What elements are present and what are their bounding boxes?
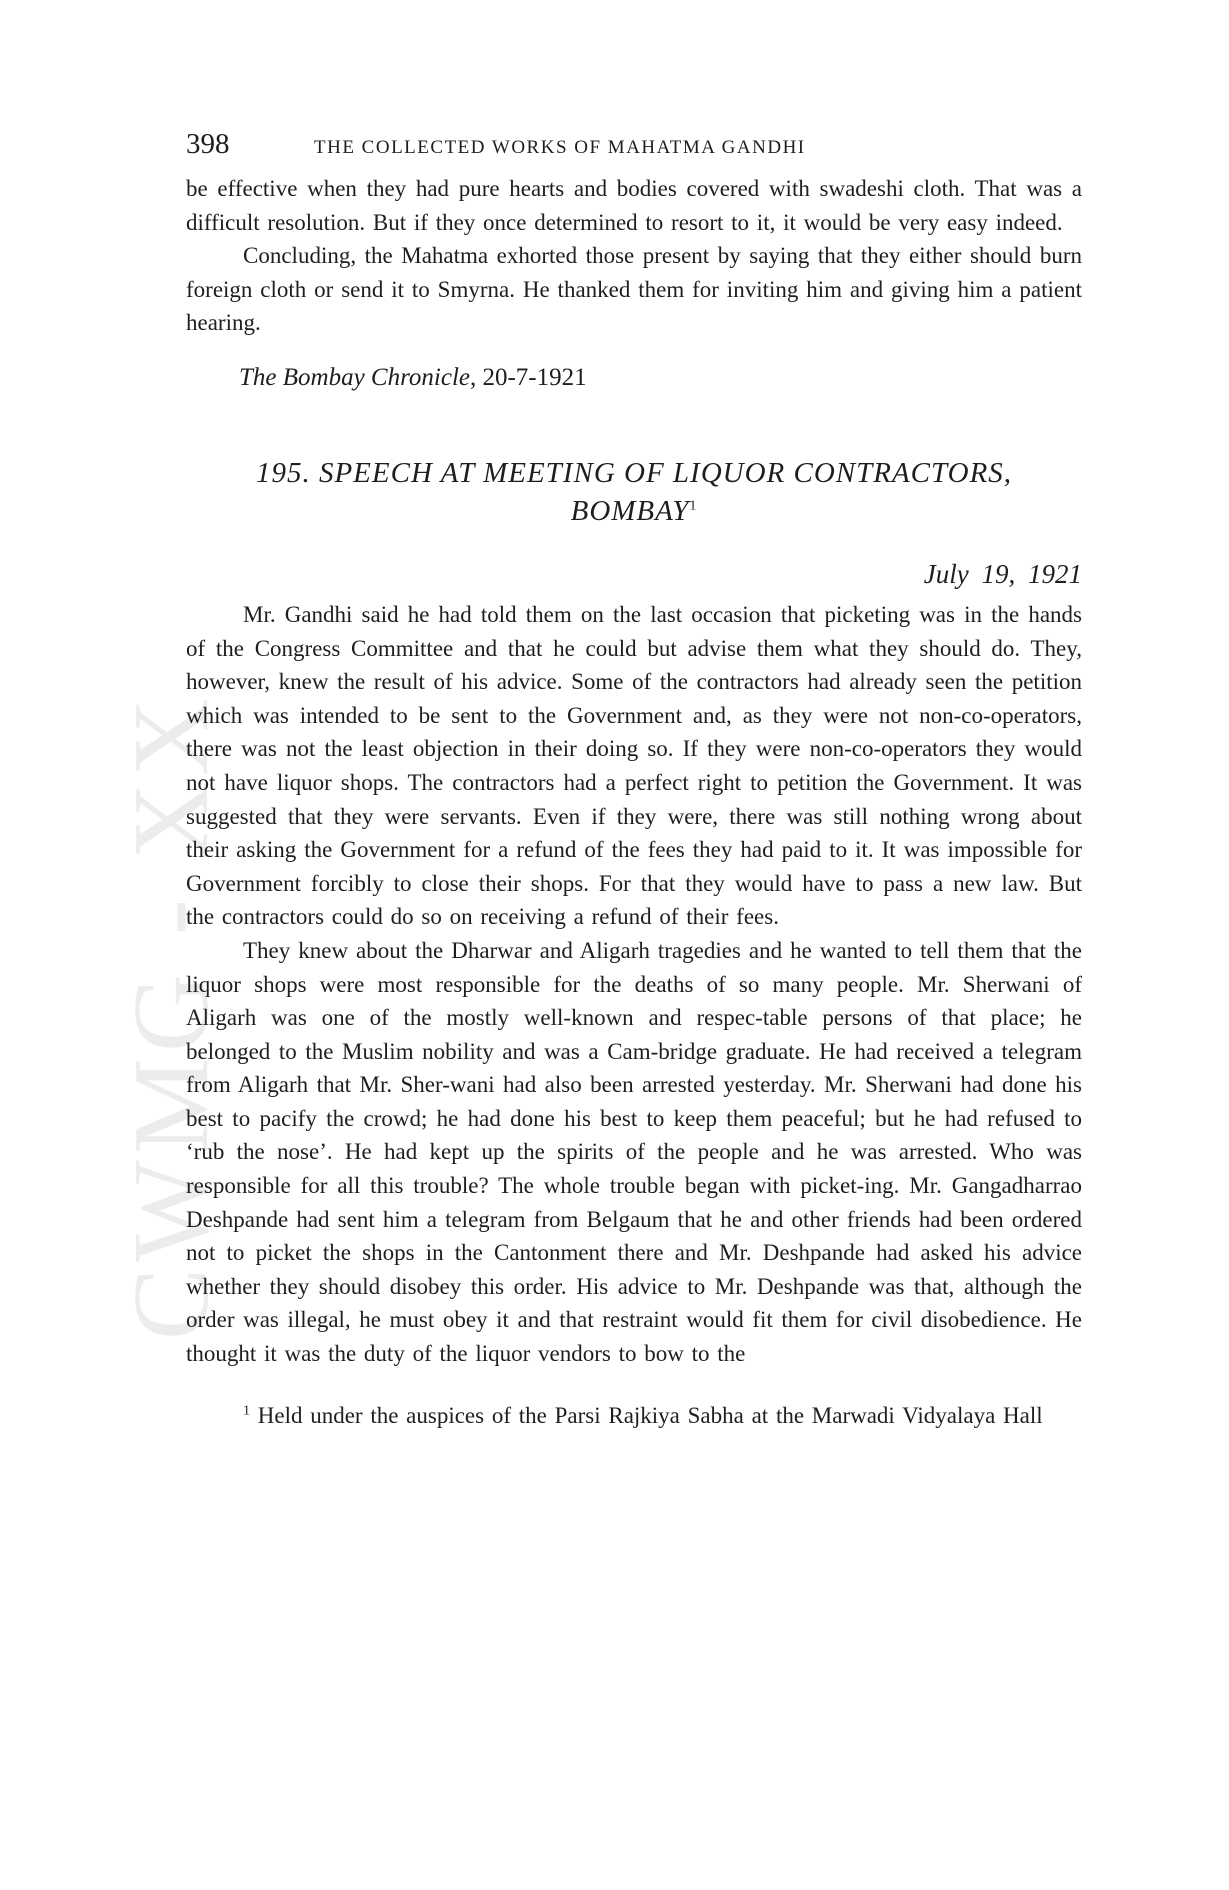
footnotes (186, 1399, 1082, 1433)
document-title-line-1 (186, 454, 1082, 492)
footnote-text: Held under the auspices of the Parsi Rajkiya Sabha at the Marwadi Vidyalaya Hall (257, 1402, 1043, 1428)
watermark: CWMG - XX (112, 692, 231, 1340)
running-title: THE COLLECTED WORKS OF MAHATMA GANDHI (314, 137, 806, 158)
body-paragraph: They knew about the Dharwar and Aligarh tragedies and he wanted to tell them that the liquor shops were most responsible for the deaths of so many people. Mr. Sherwani of Aligarh was one of the mostly well-known and respec-table persons of that place; he belonged to the Muslim nobility and was a Cam-bridge graduate. He had received a telegram from Aligarh that Mr. Sher-wani had also been arrested yesterday. Mr. Sherwani had done his best to pacify the crowd; he had done his best to keep them peaceful; but he had refused to ‘rub the nose’. He had kept up the spirits of the people and he was arrested. Who was responsible for all this trouble? The whole trouble began with picket-ing. Mr. Gangadharrao Deshpande had sent him a telegram from Belgaum that he and other friends had been ordered not to picket the shops in the Cantonment there and Mr. Deshpande had asked his advice whether they should disobey this order. His advice to Mr. Deshpande was that, although the order was illegal, he must obey it and that restraint would fit them for civil disobedience. He thought it was the duty of the liquor vendors to bow to the (186, 937, 1082, 1367)
footnote-number: 1 (243, 1402, 250, 1418)
source-citation (186, 358, 1082, 398)
document-body (186, 598, 1082, 1371)
page (186, 128, 1082, 1432)
body-paragraph: Concluding, the Mahatma exhorted those present by saying that they either should burn foreign cloth or send it to Smyrna. He thanked them for inviting him and giving him a patient hearing. (186, 243, 1082, 336)
document-title-line-2 (186, 492, 1082, 530)
document-title-text-2: BOMBAY (570, 494, 690, 527)
document-title-text: SPEECH AT MEETING OF LIQUOR CONTRACTORS, (318, 456, 1013, 489)
body-paragraph: be effective when they had pure hearts and bodies covered with swadeshi cloth. That was a difficult resolution. But if they once determined to resort to it, it would be very easy indeed. (186, 176, 1082, 235)
document-date: July 19, 1921 (923, 558, 1082, 589)
footnote-marker: 1 (689, 498, 698, 514)
running-head (186, 128, 1082, 172)
source-publication: The Bombay Chronicle (239, 363, 470, 391)
page-number: 398 (186, 128, 230, 160)
body-paragraph: Mr. Gandhi said he had told them on the last occasion that picketing was in the hands of the Congress Committee and that he could but advise them what they should do. They, however, knew the result of his advice. Some of the contractors had already seen the petition which was intended to be sent to the Government and, as they were not non-co-operators, there was not the least objection in their doing so. If they were non-co-operators they would not have liquor shops. The contractors had a perfect right to petition the Government. It was suggested that they were servants. Even if they were, there was still nothing wrong about their asking the Government for a refund of the fees they had paid to it. It was impossible for Government forcibly to close their shops. For that they would have to pass a new law. But the contractors could do so on receiving a refund of their fees. (186, 601, 1082, 930)
footnote (186, 1399, 1082, 1433)
document-heading (186, 454, 1082, 530)
source-date: , 20-7-1921 (469, 363, 587, 391)
previous-section (186, 172, 1082, 398)
document-number: 195. (255, 456, 311, 489)
